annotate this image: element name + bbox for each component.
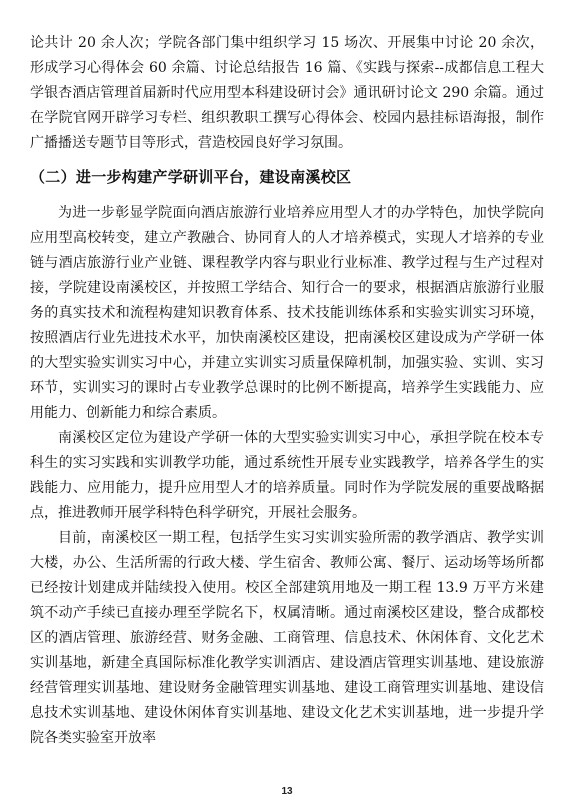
paragraph-1: 为进一步彰显学院面向酒店旅游行业培养应用型人才的办学特色，加快学院向应用型高校转变，建立产教融合、协同育人的人才培养模式，实现人才培养的专业链与酒店旅游行业产业链、课程教学内容与职业行业标准、教学过程与生产过程对接，学院建设南溪校区，并按照工学结合、知行合一的要求，根据酒店旅游行业服务的真实技术和流程构建知识教育体系、技术技能训练体系和实验实训实习环境，按照酒店行业先进技术水平，加快南溪校区建设，把南溪校区建设成为产学研一体的大型实验实训实习中心，并建立实训实习质量保障机制，加强实验、实训、实习环节，实训实习的课时占专业教学总课时的比例不断提高，培养学生实践能力、应用能力、创新能力和综合素质。	[30, 205, 544, 421]
section-heading: （二）进一步构建产学研训平台，建设南溪校区	[30, 168, 352, 186]
paragraph-continued: 论共计 20 余人次；学院各部门集中组织学习 15 场次、开展集中讨论 20 余次，形成学习心得体会 60 余篇、讨论总结报告 16 篇、《实践与探索--成都信息工程大学银杏酒店管理首届新时代应用型本科建设研讨会》通讯研讨论文 290 余篇。通过在学院官网开辟学习专栏、组织教职工撰写心得体会、校园内悬挂标语海报，制作广播播送专题节目等形式，营造校园良好学习氛围。	[30, 35, 544, 151]
page-number: 13	[281, 786, 293, 797]
paragraph-2: 南溪校区定位为建设产学研一体的大型实验实训实习中心，承担学院在校本专科生的实习实践和实训教学功能，通过系统性开展专业实践教学，培养各学生的实践能力、应用能力，提升应用型人才的培养质量。同时作为学院发展的重要战略据点，推进教师开展学科特色科学研究，开展社会服务。	[30, 430, 544, 521]
page-content	[30, 31, 544, 751]
paragraph-3: 目前，南溪校区一期工程，包括学生实习实训实验所需的教学酒店、教学实训大楼，办公、生活所需的行政大楼、学生宿舍、教师公寓、餐厅、运动场等场所都已经按计划建成并陆续投入使用。校区全部建筑用地及一期工程 13.9 万平方米建筑不动产手续已直接办理至学院名下，权属清晰。通过南溪校区建设，整合成都校区的酒店管理、旅游经营、财务金融、工商管理、信息技术、休闲体育、文化艺术实训基地，新建全真国际标准化教学实训酒店、建设酒店管理实训基地、建设旅游经营管理实训基地、建设财务金融管理实训基地、建设工商管理实训基地、建设信息技术实训基地、建设休闲体育实训基地、建设文化艺术实训基地，进一步提升学院各类实验室开放率	[30, 530, 544, 746]
